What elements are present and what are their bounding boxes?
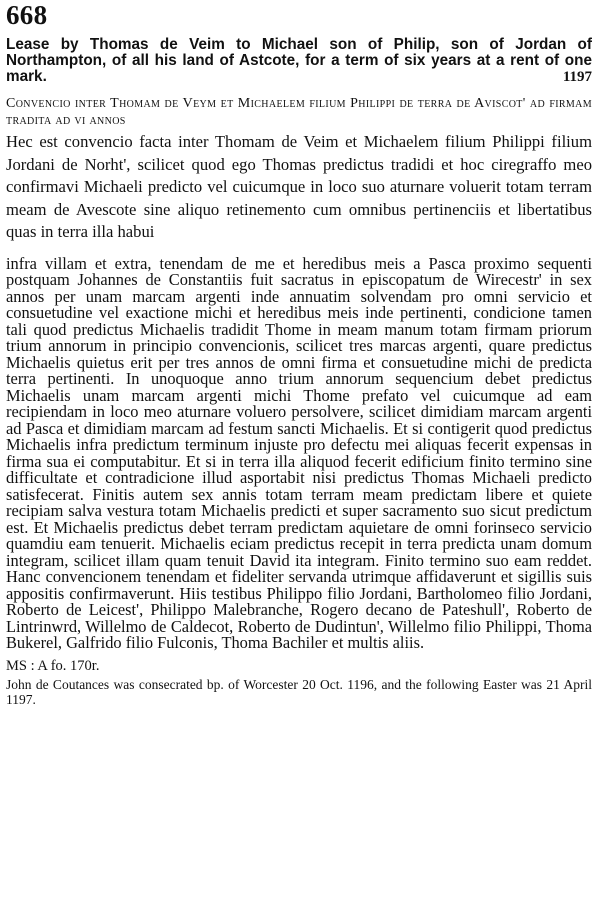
- summary-text: Lease by Thomas de Veim to Michael son of Philip, son of Jordan of Northampton, of all his land of Astcote, for a term of six years at a rent of one mark.: [6, 36, 592, 85]
- charter-number: 668: [6, 0, 48, 30]
- footnote: John de Coutances was consecrated bp. of Worcester 20 Oct. 1196, and the following Easter was 21 April 1197.: [6, 676, 592, 707]
- charter-summary: [6, 37, 592, 85]
- charter-paragraph-1: Hec est convencio facta inter Thomam de Veim et Michaelem filium Philippi filium Jordani de Norht', scilicet quod ego Thomas predictus tradidi et hoc ciregraffo meo confirmavi Michaeli predicto vel cuicumque in loco suo aturnare voluerit totam terram meam de Avescote sine aliquo retinemento cum omnibus pertinenciis et libertatibus quas in terra illa habui: [6, 132, 592, 242]
- manuscript-reference: MS : A fo. 170r.: [6, 657, 100, 674]
- document-page: [6, 0, 592, 707]
- charter-heading: Convencio inter Thomam de Veym et Michaelem filium Philippi de terra de Aviscot' ad firmam tradita ad vi annos: [6, 96, 592, 128]
- charter-paragraph-2: infra villam et extra, tenendam de me et heredibus meis a Pasca proximo sequenti postquam Johannes de Constantiis fuit sacratus in episcopatum de Wirecestr' in sex annos per unam marcam argenti inde annuatim solvendam pro omni servicio et consuetudine vel exactione michi et heredibus meis inde pertinenti, condicione tamen tali quod predictus Michaelis tradidit Thome in meam manum totam firmam priorum trium annorum in principio convencionis, scilicet tres marcas argenti, quare predictus Michaelis quietus erit per tres annos de omni firma et consuetudine michi de predicta terra pertinenti. In unoquoque anno trium annorum sequencium debet predictus Michaelis unam marcam argenti michi Thome prefato vel cuicumque ad eam recipiendam in loco meo aturnare voluero persolvere, scilicet dimidiam marcam argenti ad Pasca et dimidiam marcam ad festum sancti Michaelis. Et si contigerit quod predictus Michaelis infra predictum terminum injuste pro defectu mei aliquas fecerit expensas in firma sua ei computabitur. Et si in terra illa aliquod fecerit edificium finito termino sine difficultate et contradicione illud asportabit nisi predictus Thomas Michaeli predicto satisfecerat. Finitis autem sex annis totam terram meam predictam libere et quiete recipiam salva vestura totam Michaelis predicti et super sacramento suo sicut predictum est. Et Michaelis predictus debet terram predictam aquietare de omni forinseco servicio quamdiu eam tenuerit. Michaelis eciam predictus recepit in terra predicta unam domum integram, scilicet illam quam tenuit David ita integram. Finito termino suo eam reddet. Hanc convencionem tenendam et fideliter servanda utrimque affidaverunt et sigillis suis appositis confirmaverunt. Hiis testibus Philippo filio Jordani, Bartholomeo filio Jordani, Roberto de Leicest', Philippo Malebranche, Rogero decano de Pateshull', Roberto de Lintrinwrd, Willelmo de Caldecot, Roberto de Dudintun', Willelmo filio Philippi, Thoma Bukerel, Galfrido filio Fulconis, Thoma Bachiler et multis aliis.: [6, 253, 592, 653]
- charter-year: 1197: [562, 69, 592, 85]
